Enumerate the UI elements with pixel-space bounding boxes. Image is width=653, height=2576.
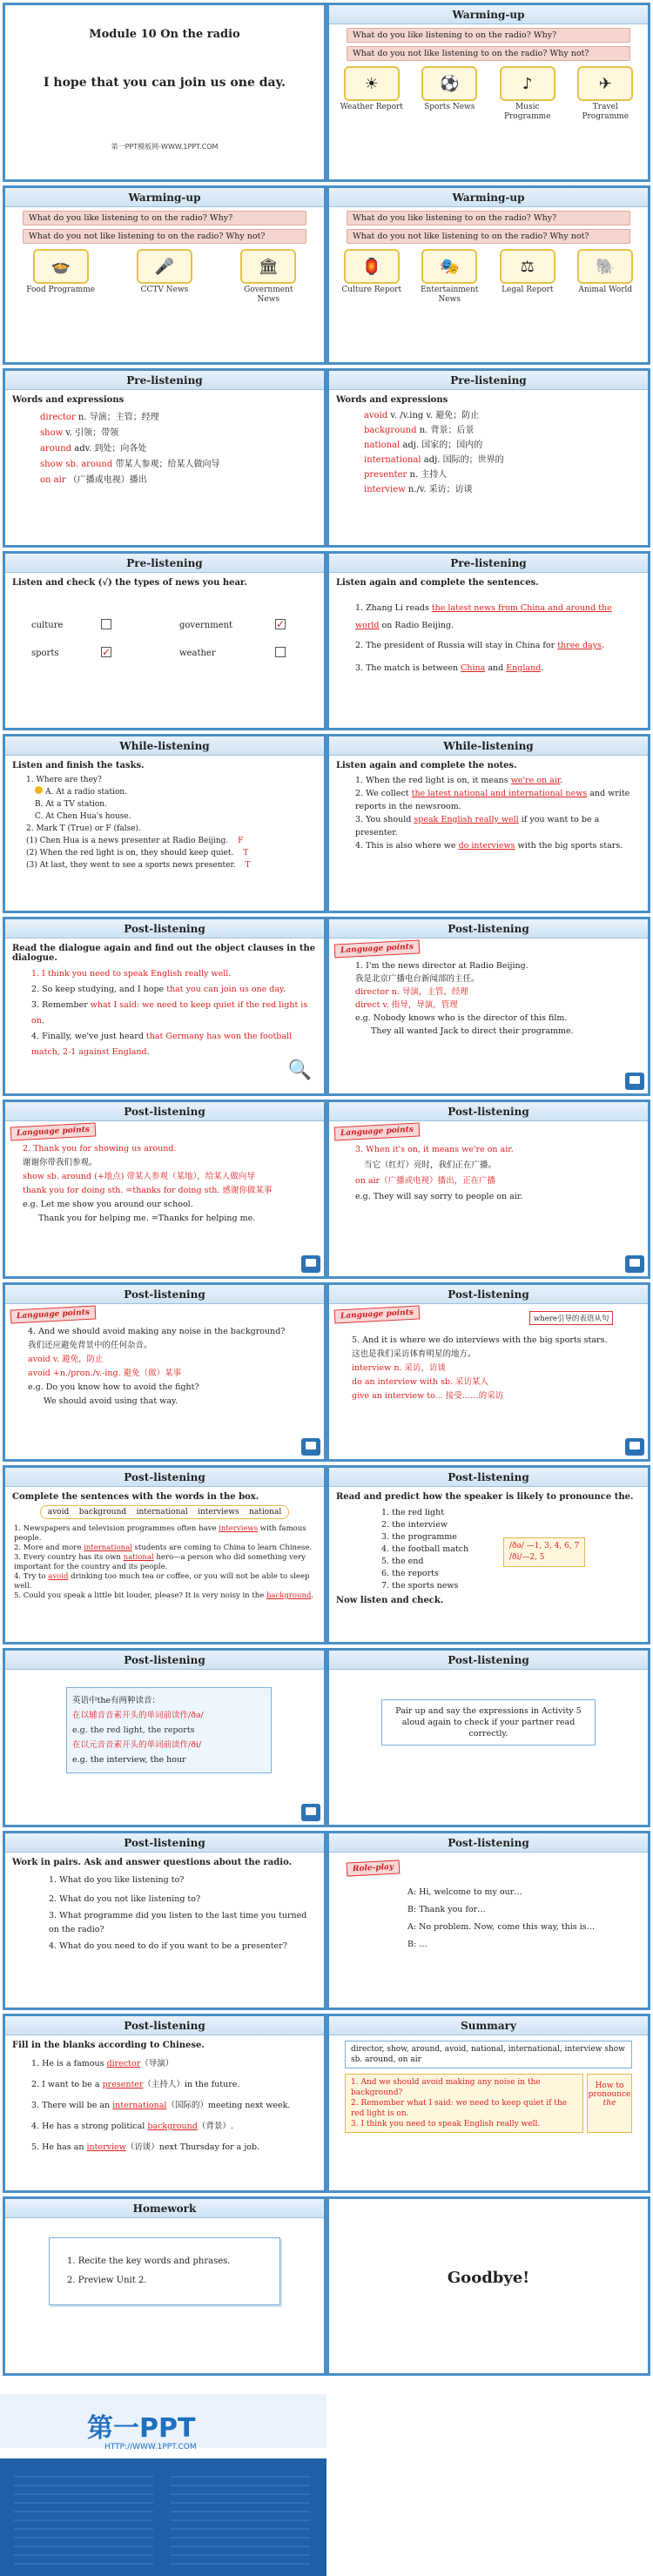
slide-post-complete: Post-listening Complete the sentences with the words in the box. avoid background international interviews national 1. Newspapers and television programmes often have interviews with famous people. 2. More and more international students are coming to China to learn Chinese. 3. Every country has its own national hero—a person who did something very important for the country and its people. 4. Try to avoid drinking too much tea or coffee, or you will not be able to sleep well. 5. Could you speak a little bit louder, please? It is very noisy in the background. <box>3 1465 326 1644</box>
travel-icon: ✈ <box>577 66 633 101</box>
homework-box: 1. Recite the key words and phrases. 2. Preview Unit 2. <box>49 2237 280 2305</box>
slide-post-lp5: Post-listening Language points where引导的表语从句 5. And it is where we do interviews with the big sports stars. 这也是我们采访体育明星的地方。 interview n. 采访，访谈 do an interview with sb. 采访某人 give an interview to... 接受……的采访 <box>326 1282 650 1462</box>
slide-title-bar: Pre-listening <box>329 371 648 390</box>
slide-warmup-1: Warming-up What do you like listening to on the radio? Why? What do you not like listening to on the radio? Why not? ☀ Weather Report ⚽ Sports News ♪ Music Programme ✈ Travel Programme <box>326 3 650 182</box>
slide-post-questions: Post-listening Work in pairs. Ask and answer questions about the radio. 1. What do you like listening to? 2. What do you not like listening to? 3. What programme did you listen to the last time you turned on the radio? 4. What do you need to do if you want to be a presenter? <box>3 1831 326 2010</box>
book-icon <box>301 1438 320 1456</box>
slide-title-bar: While-listening <box>329 736 648 756</box>
slide-title-bar: Summary <box>329 2016 648 2035</box>
pair-banner: Pair up and say the expressions in Activity 5 aloud again to check if your partner read correctly. <box>381 1699 596 1745</box>
language-points-tag: Language points <box>334 939 421 958</box>
book-icon <box>625 1255 644 1273</box>
slide-post-lp3: Post-listening Language points 3. When it's on, it means we're on air. 当它（红灯）亮时，我们正在广播。 on air（广播或电视）播出，正在广播 e.g. They will say sorry to people on air. <box>326 1100 650 1279</box>
slide-goodbye <box>326 2196 650 2376</box>
roleplay-tag: Role-play <box>347 1860 401 1876</box>
book-icon <box>625 1438 644 1456</box>
slide-title-bar: Post-listening <box>329 1833 648 1853</box>
slide-post-lp2: Post-listening Language points 2. Thank you for showing us around. 谢谢你带我们参观。 show sb. around (+地点) 带某人参观（某地），给某人做向导 thank you for doing sth. =thanks for doing sth. 感谢你做某事 e.g. Let me show you around our school. Thank you for helping me. =Thanks for helping me. <box>3 1100 326 1279</box>
slide-title-bar: Warming-up <box>5 188 324 207</box>
slide-post-the-rule: Post-listening 英语中the有两种读音： 在以辅音音素开头的单词前读作/ðə/ e.g. the red light, the reports 在以元音音素开头的单词前读作/ði/ e.g. the interview, the hour <box>3 1648 326 1827</box>
slide-title-bar: Post-listening <box>329 1651 648 1670</box>
question: What do you like listening to on the radio? Why? <box>347 211 630 225</box>
slide-summary <box>326 2014 650 2193</box>
footer-links-right <box>171 2469 310 2565</box>
slide-title <box>3 3 326 182</box>
goodbye-text: Goodbye! <box>447 2269 530 2287</box>
slide-title-bar: Post-listening <box>329 1102 648 1121</box>
word-box: avoid background international interviews national <box>40 1505 289 1519</box>
slide-title-bar: Warming-up <box>329 188 648 207</box>
microphone-icon: 🎤 <box>137 249 192 284</box>
slide-title-bar: Post-listening <box>5 1468 324 1487</box>
magnifier-icon: 🔍 <box>287 1059 312 1081</box>
subtitle: Words and expressions <box>336 395 448 405</box>
slide-title-bar: Post-listening <box>329 919 648 938</box>
slide-title-bar: Post-listening <box>5 1833 324 1853</box>
slide-post-fill: Post-listening Fill in the blanks according to Chinese. 1. He is a famous director（导演） 2. I want to be a presenter（主持人）in the future. 3. There will be an international（国际的）meeting next week. 4. He has a strong political background（背景）. 5. He has an interview（访谈）next Thursday for a job. <box>3 2014 326 2193</box>
checkbox[interactable] <box>275 647 286 657</box>
checkbox-checked[interactable]: ✓ <box>276 618 286 630</box>
pronounce-box: How to pronounce the <box>587 2074 632 2133</box>
slide-post-clauses: Post-listening Read the dialogue again and find out the object clauses in the dialogue. 1. I think you need to speak English really well. 2. So keep studying, and I hope that you can join us one day. 3. Remember what I said: we need to keep quiet if the red light is on. 4. Finally, we've just heard that Germany has won the football match, 2-1 against England. 🔍 <box>3 917 326 1096</box>
slide-while-2: While-listening Listen again and complete the notes. 1. When the red light is on, it means we're on air. 2. We collect the latest national and international news and write reports in the newsroom. 3. You should speak English really well if you want to be a presenter. 4. This is also where we do interviews with the big sports stars. <box>326 734 650 913</box>
slide-title-bar: Post-listening <box>329 1285 648 1304</box>
slide-post-lp1: Post-listening Language points 1. I'm the news director at Radio Beijing. 我是北京广播电台新闻部的主任。 director n. 导演，主管，经理 direct v. 指导，导演，管理 e.g. Nobody knows who is the director of this film. They all wanted Jack to direct their programme. <box>326 917 650 1096</box>
summary-sentences: 1. And we should avoid making any noise in the background? 2. Remember what I said: we need to keep quiet if the red light is on. 3. I think you need to speak English really well. <box>345 2074 583 2133</box>
slide-pre-words-2: Pre-listening Words and expressions avoid v. /v.ing v. 避免；防止 background n. 背景；后景 national adj. 国家的；国内的 international adj. 国际的；世界的 presenter n. 主持人 interview n./v. 采访；访谈 <box>326 368 650 548</box>
slide-homework <box>3 2196 326 2376</box>
footer-ad <box>0 2394 653 2576</box>
slide-title-bar: Post-listening <box>5 1285 324 1304</box>
slide-title-bar: Warming-up <box>329 5 648 24</box>
slide-title-bar: Post-listening <box>5 919 324 938</box>
slide-pre-words-1: Pre-listening Words and expressions director n. 导演；主管；经理 show v. 引领；带领 around adv. 到处；向各处 show sb. around 带某人参观；给某人做向导 on air （广播或电视）播出 <box>3 368 326 548</box>
slide-title-bar: Pre-listening <box>329 554 648 573</box>
scales-icon: ⚖ <box>500 249 555 284</box>
checkbox[interactable] <box>101 619 111 629</box>
slide-title-bar: Post-listening <box>5 2016 324 2035</box>
module-title: Module 10 On the radio <box>89 28 240 41</box>
footer-logo: 第一PPT <box>87 2413 196 2444</box>
slide-title-bar: Post-listening <box>5 1651 324 1670</box>
slide-warmup-2: Warming-up What do you like listening to on the radio? Why? What do you not like listening to on the radio? Why not? 🍲 Food Programme 🎤 CCTV News 🏛 Government News <box>3 185 326 365</box>
question: What do you like listening to on the radio? Why? <box>347 28 630 43</box>
slide-title-bar: Pre-listening <box>5 371 324 390</box>
culture-icon: 🏮 <box>344 249 400 284</box>
slide-post-the: Post-listening Read and predict how the speaker is likely to pronounce the. 1. the red light 2. the interview 3. the programme 4. the football match 5. the end 6. the reports 7. the sports news /ðə/ —1, 3, 4, 6, 7 /ði/—2, 5 Now listen and check. <box>326 1465 650 1644</box>
lesson-title: I hope that you can join us one day. <box>43 76 286 90</box>
animal-icon: 🐘 <box>577 249 633 284</box>
footer-links-left <box>14 2469 153 2565</box>
book-icon <box>301 1804 320 1821</box>
music-icon: ♪ <box>500 66 555 101</box>
question: What do you like listening to on the radio? Why? <box>23 211 306 225</box>
slide-post-roleplay: Post-listening Role-play A: Hi, welcome to my our… B: Thank you for… A: No problem. Now, come this way, this is… B: … <box>326 1831 650 2010</box>
instruction: Listen and check (√) the types of news you hear. <box>12 578 247 588</box>
subtitle: Words and expressions <box>12 395 125 405</box>
slide-pre-check: Pre-listening Listen and check (√) the types of news you hear. culture government ✓ sports ✓ weather <box>3 551 326 730</box>
question: What do you not like listening to on the radio? Why not? <box>347 229 630 244</box>
brand: 第一PPT模板网-WWW.1PPT.COM <box>111 143 219 151</box>
slide-title-bar: Post-listening <box>5 1102 324 1121</box>
instruction: Listen again and complete the sentences. <box>336 578 539 588</box>
slide-title-bar: Homework <box>5 2199 324 2218</box>
question: What do you not like listening to on the radio? Why not? <box>23 229 306 244</box>
slide-title-bar: Pre-listening <box>5 554 324 573</box>
slide-post-pair <box>326 1648 650 1827</box>
book-icon <box>625 1073 644 1090</box>
government-icon: 🏛 <box>240 249 296 284</box>
sports-icon: ⚽ <box>421 66 477 101</box>
note-box: where引导的表语从句 <box>529 1311 613 1325</box>
slide-title-bar: Post-listening <box>329 1468 648 1487</box>
entertainment-icon: 🎭 <box>421 249 477 284</box>
slide-title-bar: While-listening <box>5 736 324 756</box>
answer-dot <box>35 786 43 794</box>
weather-icon: ☀ <box>344 66 400 101</box>
question: What do you not like listening to on the radio? Why not? <box>347 46 630 61</box>
food-icon: 🍲 <box>33 249 89 284</box>
footer-url[interactable]: HTTP://WWW.1PPT.COM <box>104 2443 197 2452</box>
slide-warmup-3: Warming-up What do you like listening to on the radio? Why? What do you not like listening to on the radio? Why not? 🏮 Culture Report 🎭 Entertainment News ⚖ Legal Report 🐘 Animal World <box>326 185 650 365</box>
summary-words: director, show, around, avoid, national, international, interview show sb. around, on air <box>345 2041 632 2068</box>
answer-box: /ðə/ —1, 3, 4, 6, 7 /ði/—2, 5 <box>503 1537 585 1567</box>
slide-post-lp4: Post-listening Language points 4. And we should avoid making any noise in the background? 我们还应避免背景中的任何杂音。 avoid v. 避免，防止 avoid +n./pron./v.-ing. 避免（做）某事 e.g. Do you know how to avoid the fight? We should avoid using that way. <box>3 1282 326 1462</box>
checkbox-checked[interactable]: ✓ <box>102 646 111 658</box>
slide-pre-complete: Pre-listening Listen again and complete the sentences. 1. Zhang Li reads the latest news from China and around the world on Radio Beijing. 2. The president of Russia will stay in China for three days. 3. The match is between China and England. <box>326 551 650 730</box>
slide-while-1: While-listening Listen and finish the tasks. 1. Where are they? A. At a radio station. B. At a TV station. C. At Chen Hua's house. 2. Mark T (True) or F (false). (1) Chen Hua is a news presenter at Radio Beijing. F (2) When the red light is on, they should keep quiet. T (3) At last, they went to see a sports news presenter. T <box>3 734 326 913</box>
book-icon <box>301 1255 320 1273</box>
